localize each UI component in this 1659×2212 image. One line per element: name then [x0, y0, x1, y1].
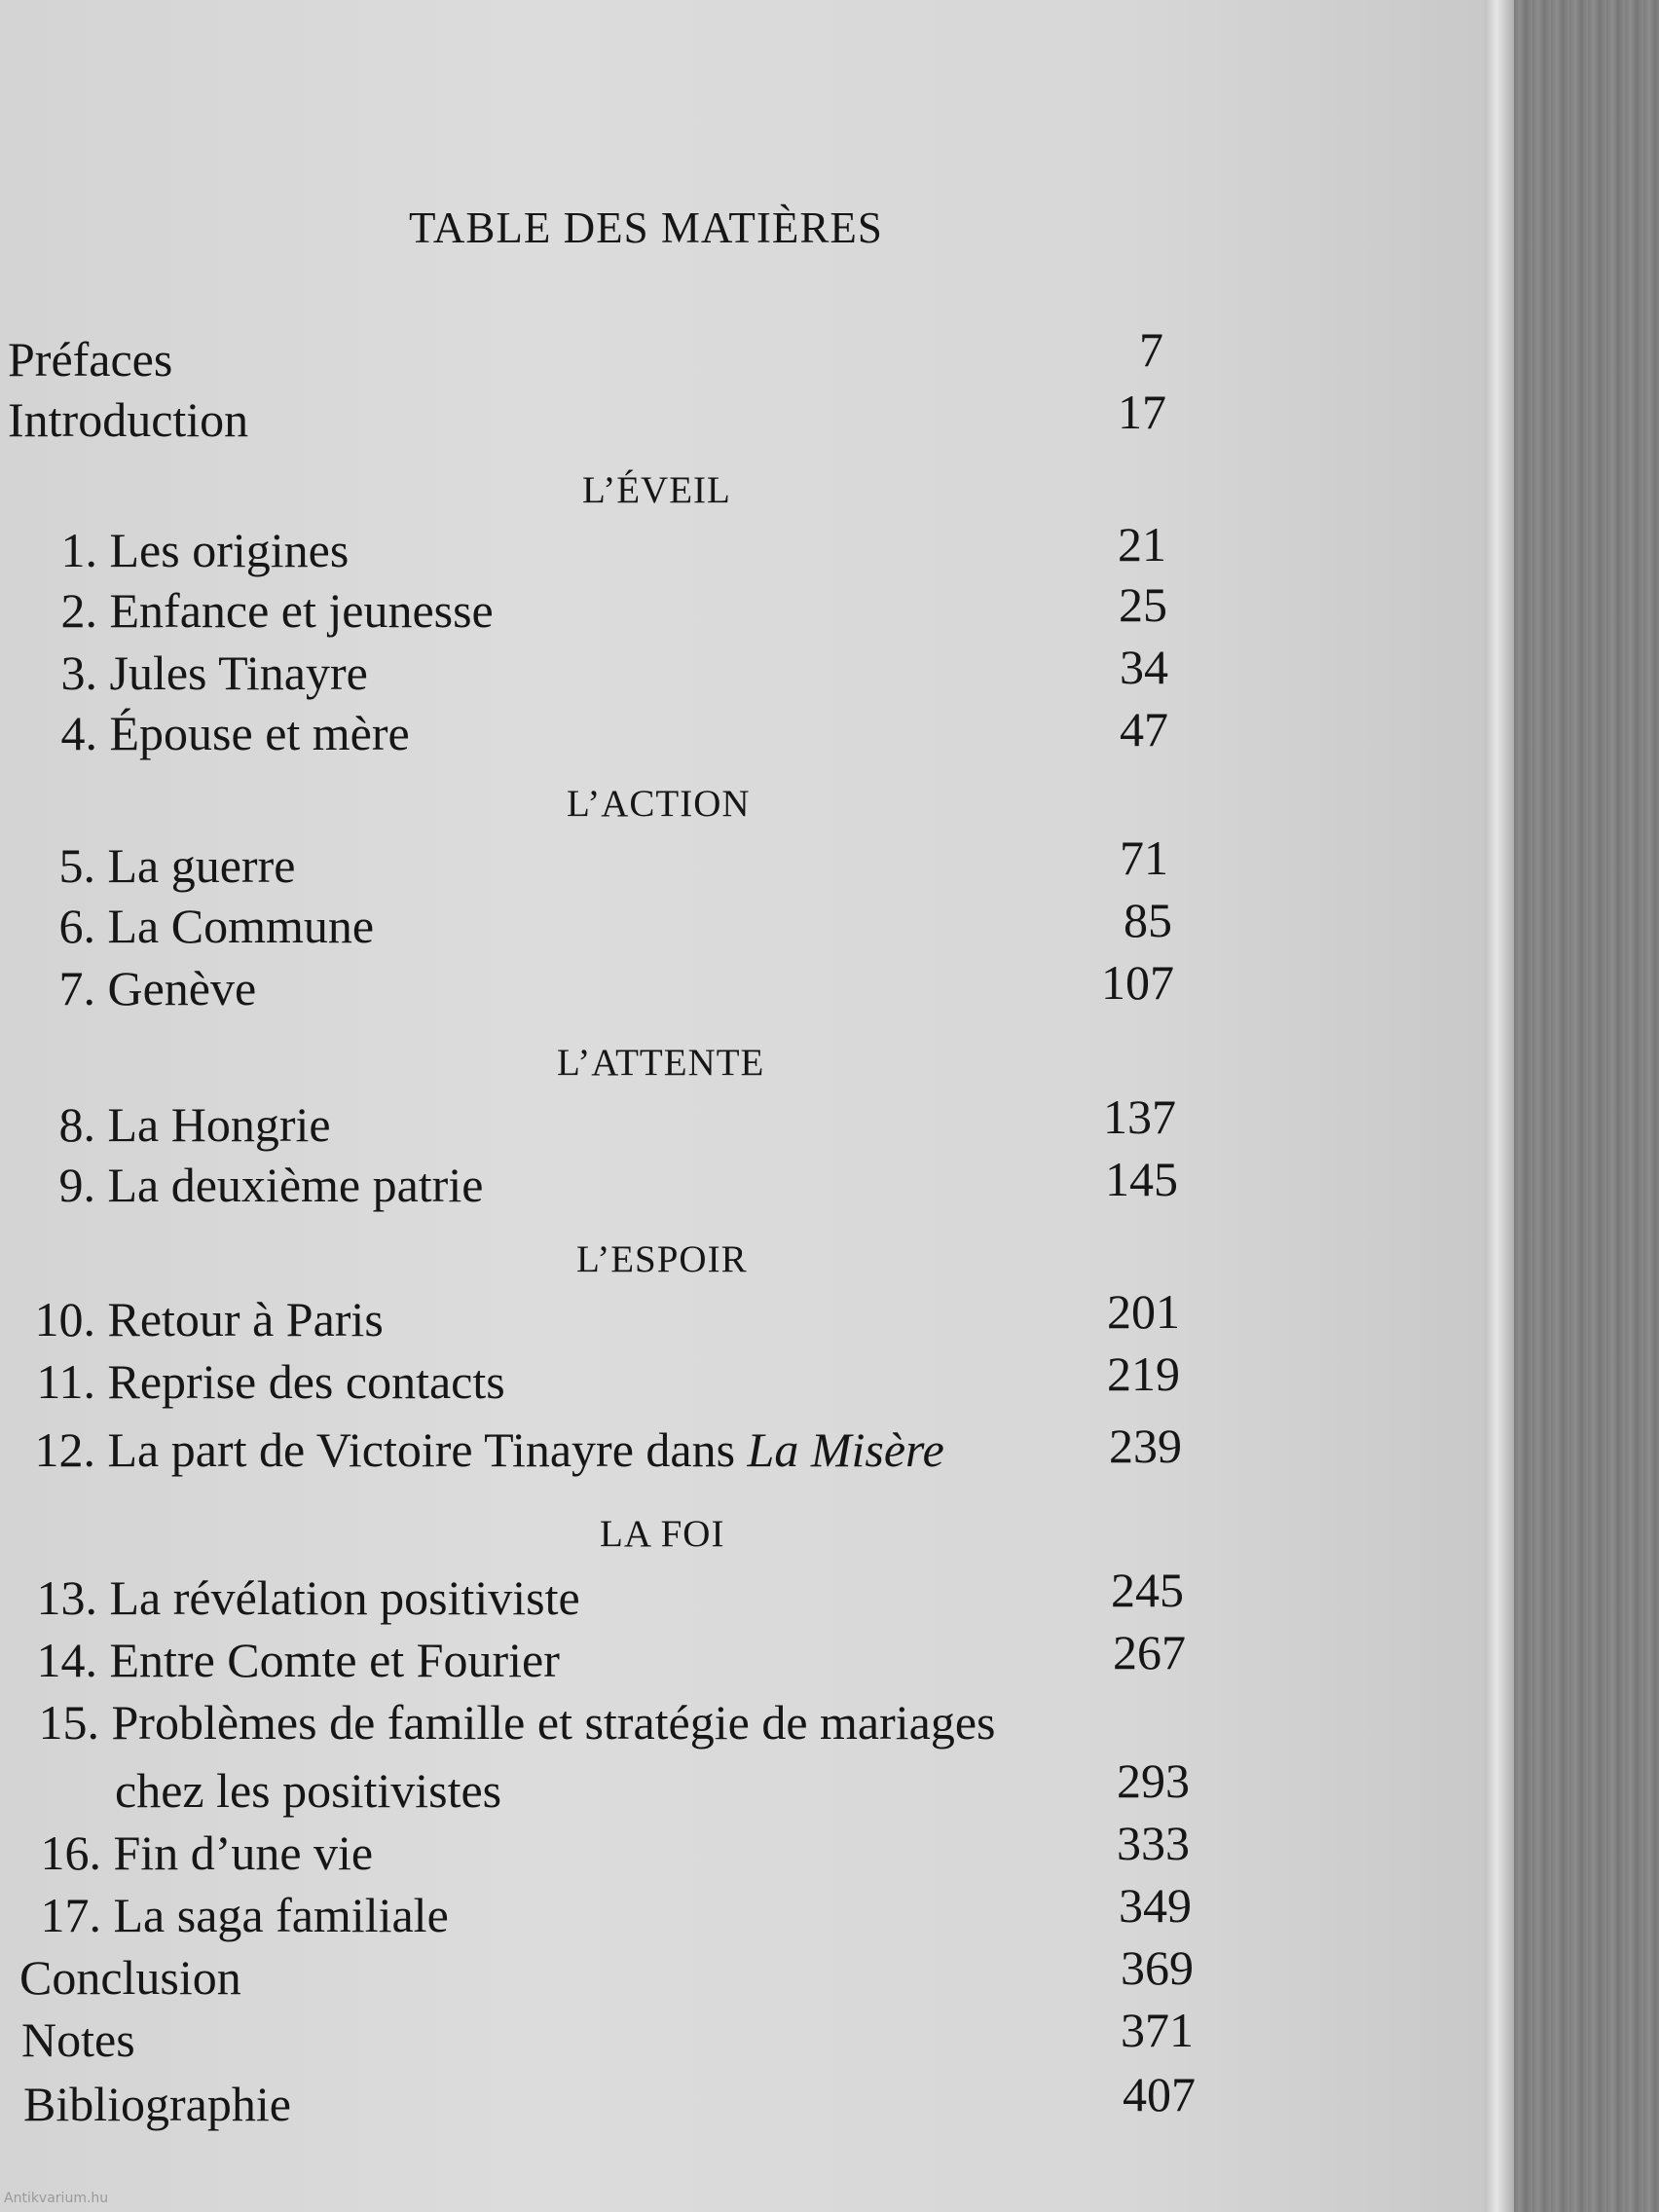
section-heading: L’ATTENTE	[557, 1042, 765, 1084]
page-number: 47	[1120, 702, 1168, 756]
chapter-title: Problèmes de famille et stratégie de mariages	[111, 1695, 996, 1750]
chapter-number: 12.	[34, 1422, 95, 1477]
page-number: 407	[1123, 2067, 1196, 2121]
chapter-title: Enfance et jeunesse	[109, 583, 494, 638]
toc-entry	[10, 1633, 560, 1687]
chapter-number: 17.	[40, 1888, 101, 1942]
chapter-title: Retour à Paris	[107, 1292, 384, 1346]
page-number: 245	[1111, 1563, 1184, 1617]
toc-entry-bibliographie: Bibliographie	[23, 2077, 291, 2131]
page-number: 349	[1119, 1878, 1192, 1933]
toc-entry-conclusion: Conclusion	[19, 1950, 241, 2005]
toc-entry	[8, 899, 375, 953]
chapter-title: Reprise des contacts	[107, 1354, 505, 1409]
page-number: 333	[1117, 1816, 1190, 1870]
page-edge	[1485, 0, 1514, 2212]
page-number: 371	[1121, 2003, 1194, 2057]
chapter-number: 15.	[38, 1695, 99, 1750]
page-number: 137	[1103, 1089, 1176, 1144]
chapter-number: 8.	[58, 1097, 95, 1152]
page-number: 17	[1118, 385, 1166, 439]
chapter-title: Fin d’une vie	[113, 1825, 374, 1880]
toc-entry	[12, 1695, 996, 1750]
toc-entry-notes: Notes	[21, 2012, 135, 2067]
page-number: 71	[1120, 830, 1168, 885]
toc-entry	[10, 706, 410, 760]
background-surface	[1514, 0, 1659, 2212]
section-heading: L’ESPOIR	[576, 1238, 748, 1280]
chapter-title: La part de Victoire Tinayre dans	[107, 1422, 748, 1477]
page-number: 267	[1113, 1625, 1186, 1679]
section-heading: L’ÉVEIL	[582, 469, 731, 511]
chapter-title-italic: La Misère	[747, 1422, 944, 1477]
toc-entry-continuation: chez les positivistes	[115, 1763, 502, 1818]
chapter-title: La révélation positiviste	[109, 1570, 580, 1625]
toc-entry	[10, 583, 494, 638]
chapter-title: Genève	[107, 961, 257, 1015]
chapter-number: 3.	[60, 645, 97, 700]
toc-entry	[8, 1158, 484, 1212]
chapter-title: Épouse et mère	[109, 706, 410, 760]
toc-entry-prefaces: Préfaces	[8, 332, 173, 387]
section-heading: L’ACTION	[567, 783, 751, 825]
toc-entry-introduction: Introduction	[8, 392, 249, 447]
chapter-number: 11.	[36, 1354, 95, 1409]
chapter-title: Jules Tinayre	[109, 645, 368, 700]
chapter-number: 7.	[58, 961, 95, 1015]
chapter-number: 6.	[58, 899, 95, 953]
chapter-title: La Hongrie	[107, 1097, 331, 1152]
chapter-title: La guerre	[107, 838, 296, 893]
page-number: 145	[1105, 1152, 1178, 1206]
page-number: 201	[1107, 1284, 1180, 1339]
toc-entry	[8, 838, 296, 893]
page-number: 369	[1121, 1940, 1194, 1995]
toc-title: TABLE DES MATIÈRES	[409, 203, 883, 252]
page-number: 239	[1109, 1419, 1182, 1473]
page-number: 25	[1119, 577, 1167, 632]
page-number: 7	[1139, 322, 1163, 377]
chapter-number: 9.	[58, 1158, 95, 1212]
toc-entry	[10, 523, 350, 577]
watermark: Antikvarium.hu	[4, 2191, 109, 2206]
chapter-number: 16.	[40, 1825, 101, 1880]
chapter-number: 5.	[58, 838, 95, 893]
page-number: 21	[1118, 517, 1166, 571]
page-number: 293	[1117, 1753, 1190, 1808]
chapter-number: 1.	[60, 523, 97, 577]
page-number: 85	[1124, 893, 1172, 947]
section-heading: LA FOI	[600, 1513, 725, 1555]
toc-entry	[8, 1097, 331, 1152]
toc-entry	[8, 1422, 944, 1477]
page-number: 219	[1107, 1346, 1180, 1401]
chapter-number: 14.	[36, 1633, 97, 1687]
chapter-title: La saga familiale	[113, 1888, 449, 1942]
chapter-number: 4.	[60, 706, 97, 760]
chapter-number: 2.	[60, 583, 97, 638]
page-number: 107	[1101, 955, 1174, 1010]
toc-entry	[14, 1888, 449, 1942]
toc-entry	[14, 1825, 374, 1880]
toc-entry	[10, 1570, 580, 1625]
toc-entry	[8, 1292, 384, 1346]
chapter-title: Entre Comte et Fourier	[109, 1633, 560, 1687]
chapter-title: La Commune	[107, 899, 375, 953]
toc-entry	[8, 1354, 505, 1409]
chapter-title: La deuxième patrie	[107, 1158, 484, 1212]
toc-entry	[10, 645, 368, 700]
chapter-title: Les origines	[109, 523, 350, 577]
page-number: 34	[1120, 640, 1168, 694]
chapter-number: 10.	[34, 1292, 95, 1346]
chapter-number: 13.	[36, 1570, 97, 1625]
toc-entry	[8, 961, 257, 1015]
